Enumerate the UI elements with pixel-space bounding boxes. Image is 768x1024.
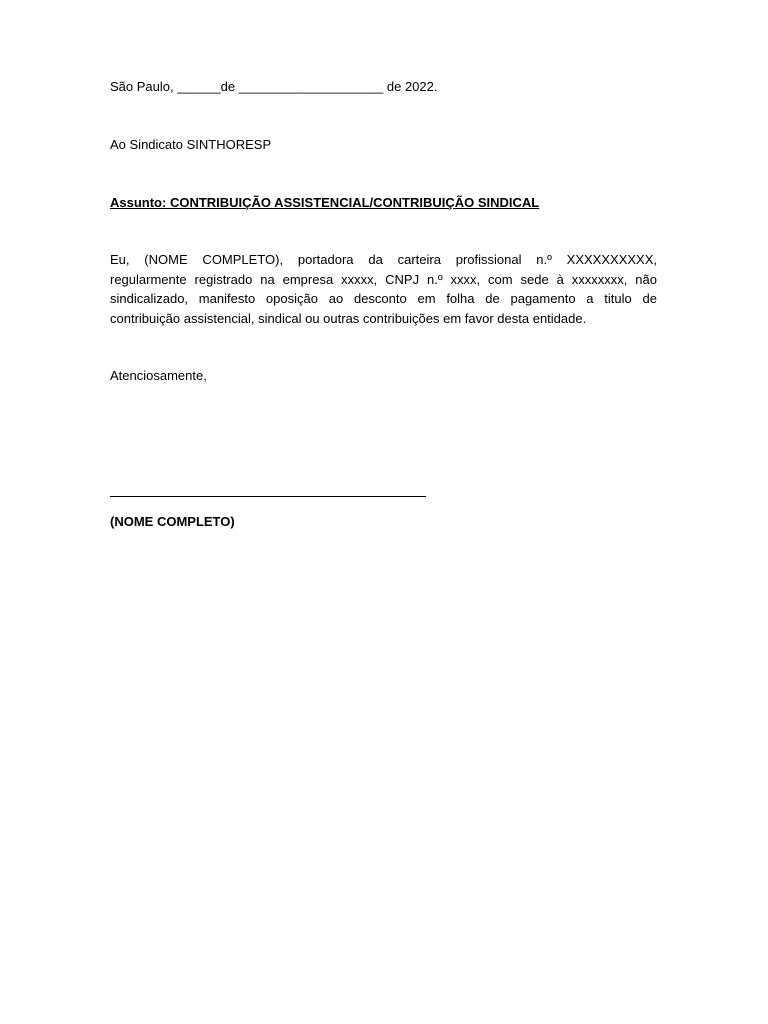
date-line: São Paulo, ______de ____________________ de 2022. xyxy=(110,79,438,94)
body-paragraph xyxy=(110,250,657,328)
recipient-line: Ao Sindicato SINTHORESP xyxy=(110,137,272,152)
signature-line xyxy=(110,496,426,497)
signer-name: (NOME COMPLETO) xyxy=(110,514,235,529)
body-line: contribuição assistencial, sindical ou outras contribuições em favor desta entidade. xyxy=(110,310,587,326)
body-line: sindicalizado, manifesto oposição ao desconto em folha de pagamento a titulo de xyxy=(110,291,657,306)
body-line: regularmente registrado na empresa xxxxx, CNPJ n.º xxxx, com sede à xxxxxxxx, não xyxy=(110,271,657,287)
subject-line: Assunto: CONTRIBUIÇÃO ASSISTENCIAL/CONTRIBUIÇÃO SINDICAL xyxy=(110,195,540,210)
body-line: Eu, (NOME COMPLETO), portadora da carteira profissional n.º XXXXXXXXXX, xyxy=(110,252,657,267)
closing-line: Atenciosamente, xyxy=(110,368,207,383)
